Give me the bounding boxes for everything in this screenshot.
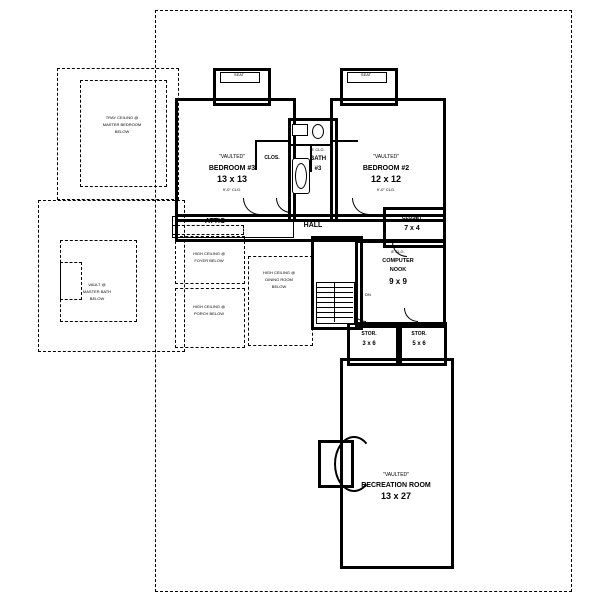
tray-master-line1: TRAY CEILING @ [105, 115, 139, 120]
sink-fixture [292, 124, 308, 136]
closet-label: CLOSET [401, 215, 423, 221]
recreation-quote: "VAULTED" [383, 472, 409, 478]
vault-master-bath-line3: BELOW [89, 296, 105, 301]
recreation-dims: 13 x 27 [380, 491, 412, 501]
closet-bedroom3-label: CLOS. [264, 155, 280, 161]
partition-closet-vert [255, 140, 257, 170]
high-dining-line3: BELOW [271, 284, 287, 289]
bedroom3-name: BEDROOM #3 [208, 165, 256, 172]
tray-master-line3: BELOW [114, 129, 130, 134]
computer-nook-dims: 9 x 9 [389, 277, 407, 286]
high-foyer-line1: HIGH CEILING @ [192, 251, 226, 256]
high-dining-line1: HIGH CEILING @ [262, 270, 296, 275]
stair-rail [334, 282, 335, 322]
stor-left-dims: 3 x 6 [362, 341, 376, 347]
attic-region-outline [172, 216, 294, 238]
attic-label: ATTIC [204, 218, 226, 225]
bedroom2-dims: 12 x 12 [370, 174, 402, 184]
computer-nook-note: 8' CLG. [391, 249, 405, 254]
bath-name: BATH [309, 156, 327, 162]
seat-left-label: SEAT [233, 72, 245, 77]
stor-right-dims: 5 x 6 [412, 341, 426, 347]
stor-right-name: STOR. [411, 331, 427, 337]
partition-closet-bedroom3 [255, 140, 290, 142]
toilet-fixture [312, 124, 324, 139]
stor-left-name: STOR. [361, 331, 377, 337]
vault-master-bath-line1: VAULT @ [88, 282, 106, 287]
seat-right-label: SEAT [360, 72, 372, 77]
computer-nook-name: COMPUTER [382, 258, 414, 264]
bedroom3-dims: 13 x 13 [216, 174, 248, 184]
bedroom3-note: 9'-0" CLG. [222, 187, 242, 192]
dashed-outline-porch-below [175, 288, 245, 348]
down-arrow-label: DN [365, 292, 371, 297]
computer-nook-name2: NOOK [389, 267, 407, 273]
bedroom3-quote: "VAULTED" [219, 154, 245, 160]
high-porch-line2: PORCH BELOW [193, 311, 225, 316]
hall-label: HALL [303, 222, 323, 229]
tray-master-line2: MASTER BEDROOM [102, 122, 142, 127]
high-dining-line2: DINING ROOM [265, 277, 293, 282]
high-foyer-line2: FOYER BELOW [194, 258, 224, 263]
tub-basin [295, 163, 307, 189]
vault-master-bath-line2: MASTER BATH [82, 289, 112, 294]
bath-note: 8' CLG. [311, 147, 325, 152]
bath-number: #3 [314, 166, 322, 172]
bedroom2-quote: "VAULTED" [373, 154, 399, 160]
partition-bedroom2-closet [332, 140, 358, 142]
high-porch-line1: HIGH CEILING @ [192, 304, 226, 309]
recreation-name: RECREATION ROOM [361, 482, 431, 489]
bedroom2-name: BEDROOM #2 [362, 165, 410, 172]
closet-dims: 7 x 4 [404, 225, 420, 232]
railing-hatch [311, 236, 357, 242]
dashed-outline-left-nub [60, 262, 82, 300]
bedroom2-note: 9'-0" CLG. [376, 187, 396, 192]
